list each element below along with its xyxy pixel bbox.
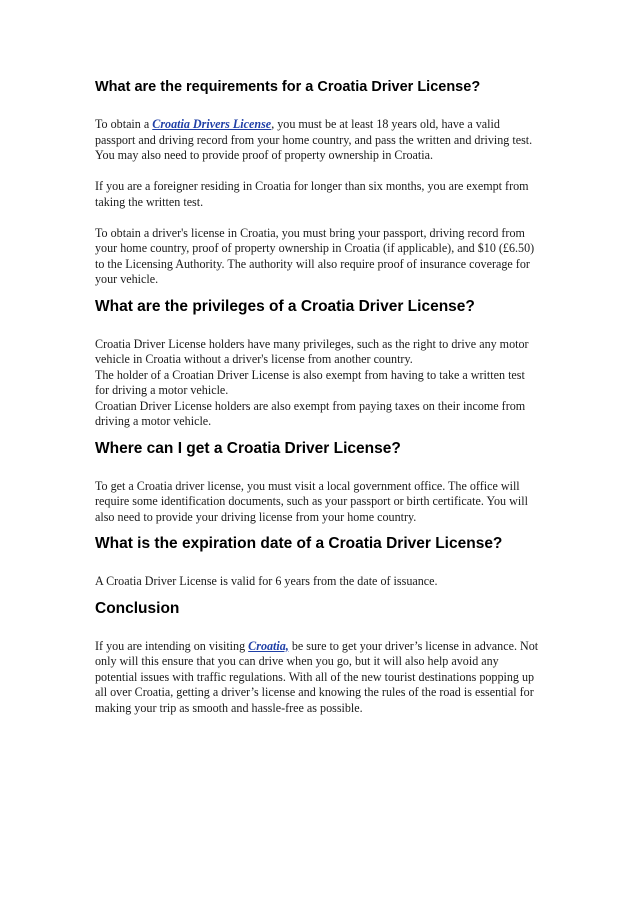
paragraph-requirements-3: To obtain a driver's license in Croatia, you must bring your passport, driving record from your home country, proof of property ownership in Croatia (if applicable), and $10 (£6.50) to the Licensing Authority. The authority will also require proof of insurance coverage for your vehicle. bbox=[95, 225, 535, 286]
heading-privileges: What are the privileges of a Croatia Driver License? bbox=[95, 297, 475, 315]
text-after-link: be sure to get your driver’s license in advance. Not only will this ensure that you can drive when you go, but it will also help avoid any potential issues with traffic regulations. With all of the new tourist destinations popping up all over Croatia, getting a driver’s license and knowing the rules of the road is essential for making your trip as smooth and hassle-free as possible. bbox=[95, 638, 539, 715]
heading-conclusion: Conclusion bbox=[95, 599, 180, 617]
document-page bbox=[95, 78, 541, 716]
paragraph-privileges-1: Croatia Driver License holders have many privileges, such as the right to drive any motor vehicle in Croatia without a driver's license from another country. bbox=[95, 336, 529, 366]
section-requirements bbox=[95, 78, 541, 288]
paragraph-expiration-1: A Croatia Driver License is valid for 6 years from the date of issuance. bbox=[95, 574, 438, 588]
link-croatia-drivers-license[interactable]: Croatia Drivers License bbox=[152, 117, 272, 131]
section-expiration bbox=[95, 535, 541, 590]
text-before-link: If you are intending on visiting bbox=[95, 638, 249, 653]
heading-where: Where can I get a Croatia Driver License? bbox=[95, 439, 401, 457]
section-conclusion bbox=[95, 600, 541, 717]
paragraph-requirements-2: If you are a foreigner residing in Croatia for longer than six months, you are exempt from taking the written test. bbox=[95, 179, 529, 209]
heading-requirements: What are the requirements for a Croatia Driver License? bbox=[95, 79, 481, 95]
paragraph-requirements-1 bbox=[95, 117, 541, 164]
paragraph-conclusion-1 bbox=[95, 639, 541, 717]
section-privileges bbox=[95, 298, 541, 430]
heading-expiration: What is the expiration date of a Croatia Driver License? bbox=[95, 535, 503, 552]
text-after-link: , you must be at least 18 years old, have a valid passport and driving record from your home country, and pass the written and driving test. You may also need to provide proof of property ownership in Croatia. bbox=[95, 117, 533, 162]
paragraph-where-1: To get a Croatia driver license, you must visit a local government office. The office will require some identification documents, such as your passport or birth certificate. You will also need to provide your driving license from your home country. bbox=[95, 478, 528, 524]
text-before-link: To obtain a bbox=[95, 117, 153, 131]
paragraph-privileges-2: The holder of a Croatian Driver License is also exempt from having to take a written test for driving a motor vehicle. bbox=[95, 367, 525, 397]
section-where bbox=[95, 440, 541, 526]
link-croatia[interactable]: Croatia, bbox=[248, 638, 289, 653]
paragraph-privileges-3: Croatian Driver License holders are also exempt from paying taxes on their income from driving a motor vehicle. bbox=[95, 398, 526, 428]
